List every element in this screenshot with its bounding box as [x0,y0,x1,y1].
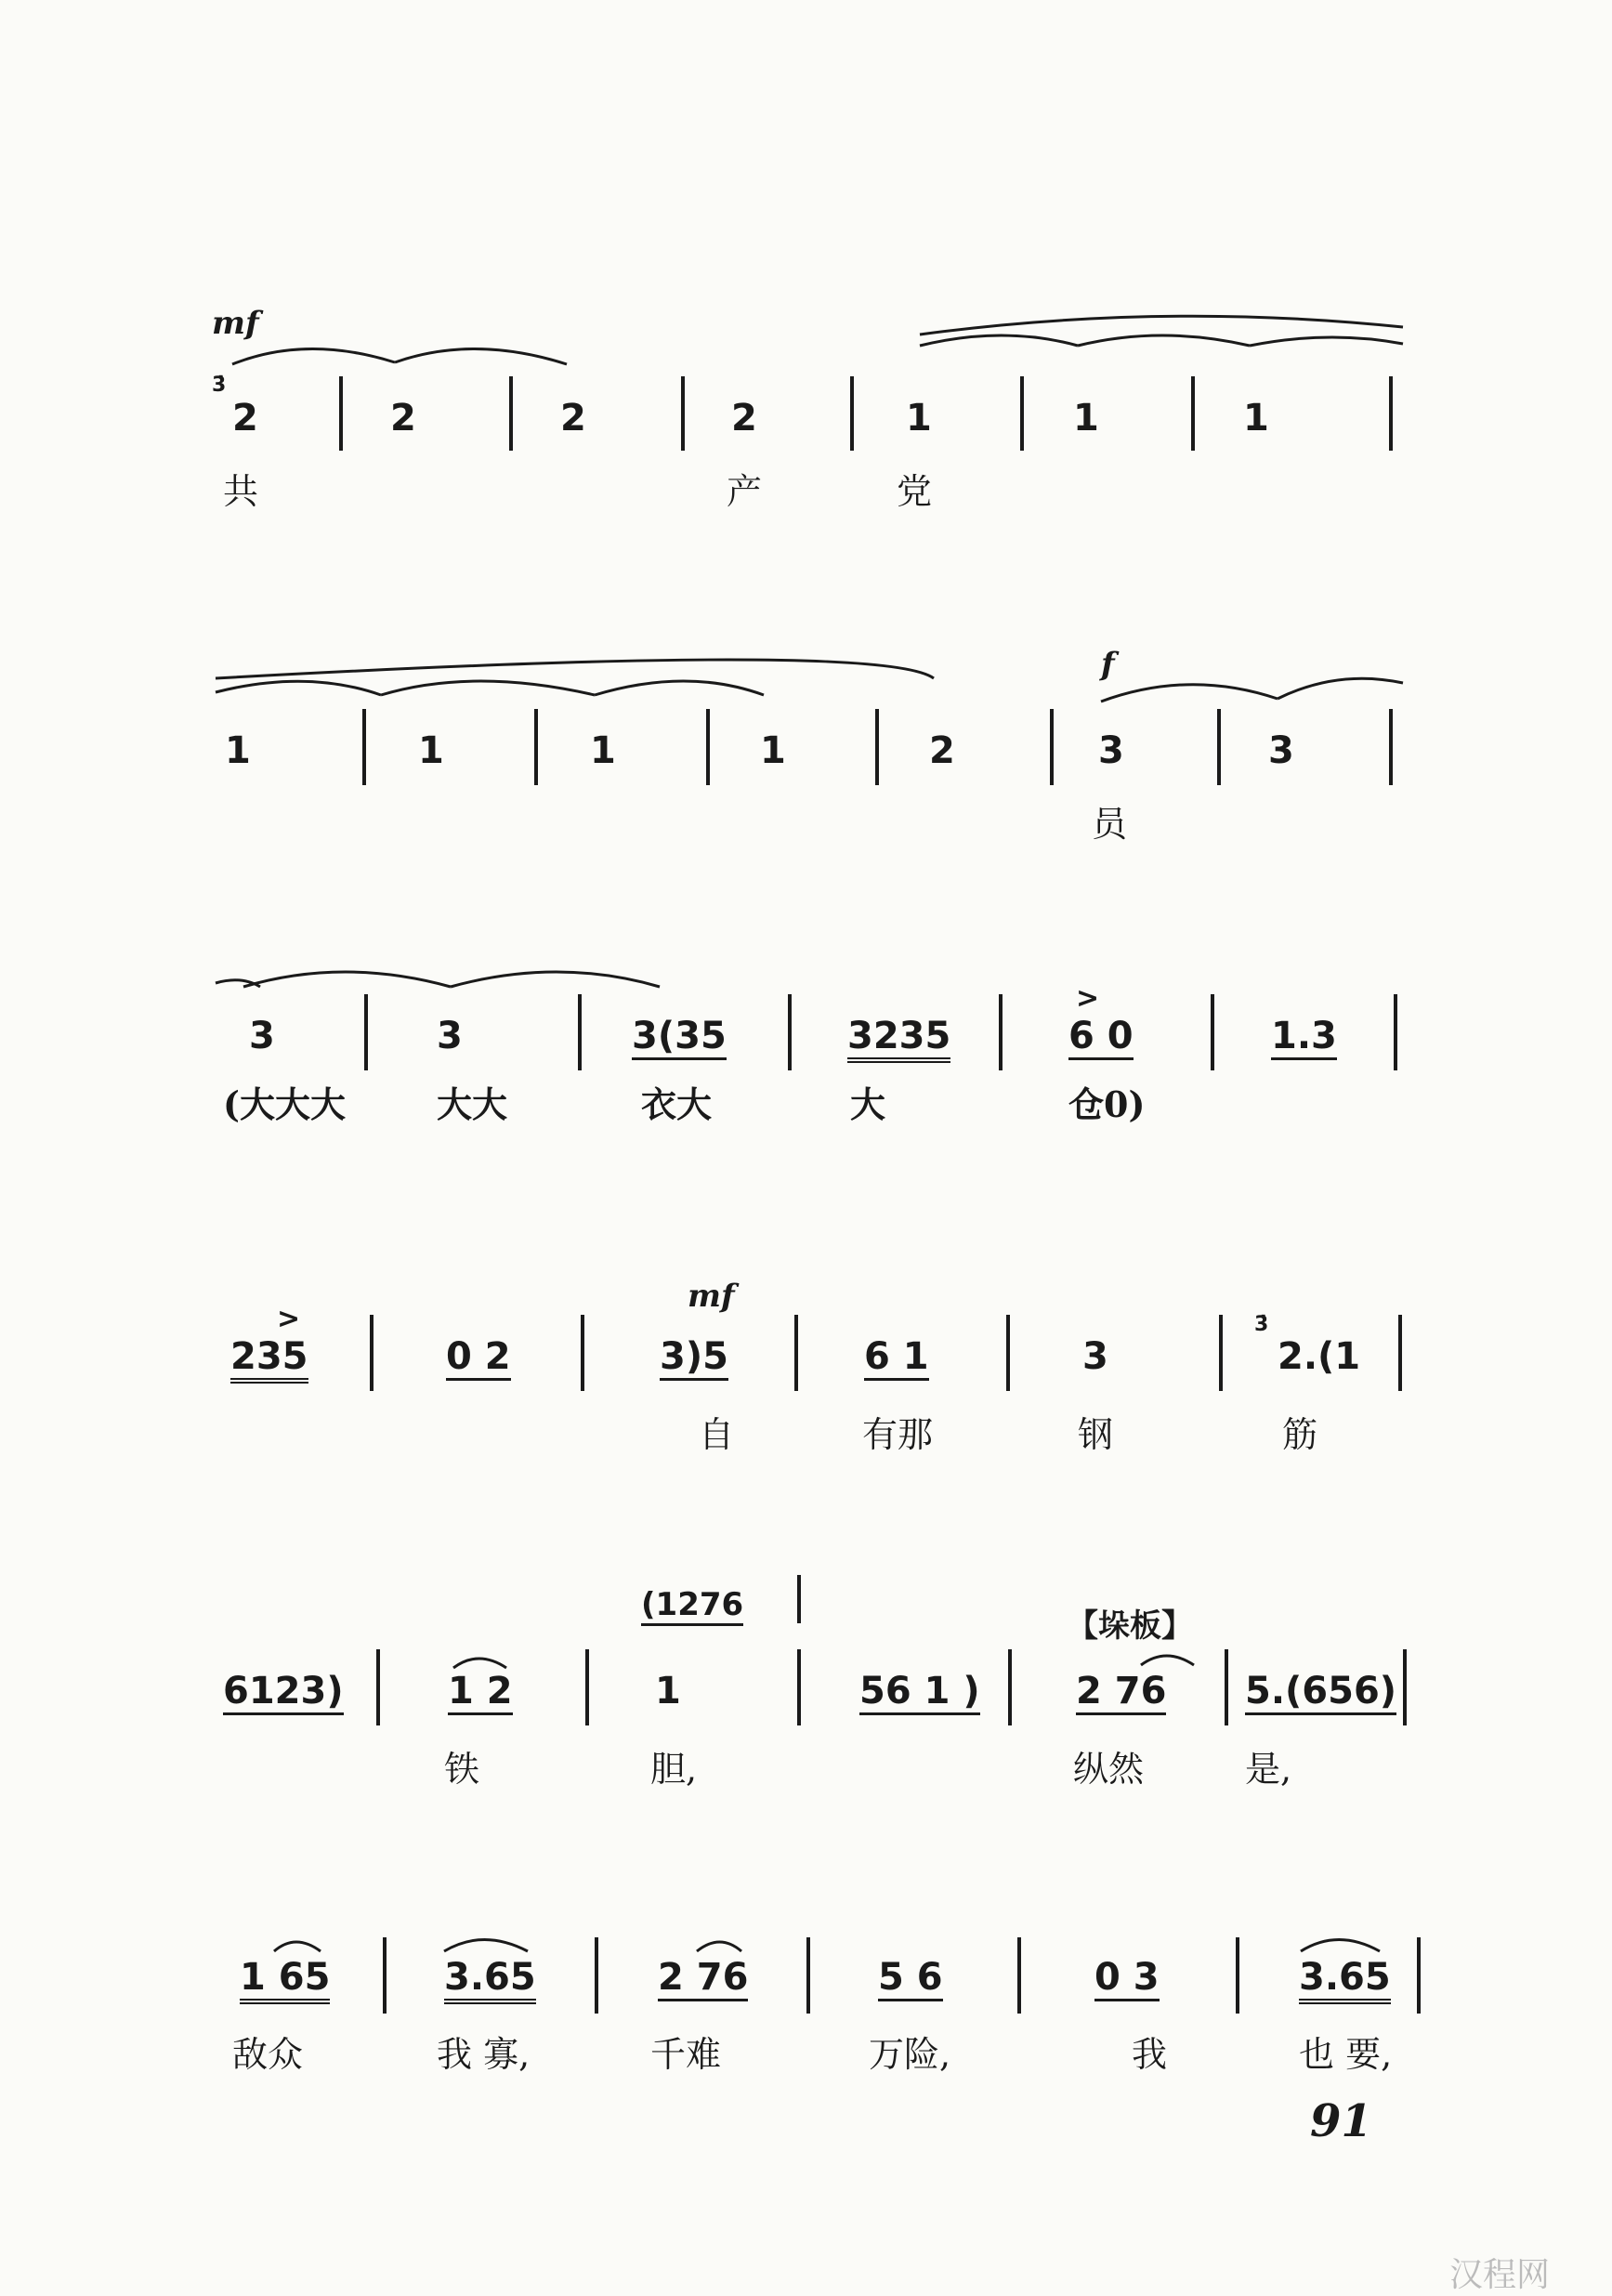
lyric: 万险, [869,2034,951,2075]
percussion: (大大大 [223,1083,346,1125]
accent: > [277,1303,301,1335]
note: 1 [655,1670,681,1712]
note: 1 65 [240,1959,330,2004]
percussion: 大 [850,1083,886,1125]
note: 1 [760,729,786,772]
lyric: 有那 [862,1414,934,1455]
note: 1 [418,729,444,772]
note: 0 2 [446,1338,511,1381]
lyric: 员 [1092,804,1128,845]
grace-note: 3̇ [212,374,227,397]
note: 1 [1243,397,1269,440]
lyric: 共 [223,471,259,512]
dynamic-mf: mf [688,1278,735,1315]
lyric: 我 寡, [437,2034,531,2075]
note: 3(35 [632,1017,727,1060]
note: 3.65 [444,1959,536,2004]
note: 1.3 [1271,1017,1337,1060]
note: 3 [1098,729,1124,772]
note: 3)5 [660,1338,728,1381]
percussion: 大大 [437,1083,508,1125]
banban-label: 【垛板】 [1067,1607,1193,1645]
note: 2 [731,397,757,440]
lyric: 自 [699,1414,735,1455]
dynamic-f: f [1101,646,1115,683]
note: 3.65 [1299,1959,1391,2004]
lyric: 纵然 [1073,1749,1145,1790]
note: (1276 [641,1589,743,1626]
note: 1 [590,729,616,772]
note: 5.(656) [1245,1673,1396,1715]
note: 1 [906,397,932,440]
accent: > [1076,982,1100,1015]
note: 1 [225,729,251,772]
note: 2 [232,397,258,440]
note: 2 76 [1076,1673,1166,1715]
note: 0 3 [1094,1959,1160,2001]
note: 56 1 ) [859,1673,980,1715]
lyric: 党 [897,471,933,512]
note: 6 1 [864,1338,929,1381]
lyric: 产 [727,471,763,512]
percussion: 仓0) [1068,1083,1146,1125]
barline [595,1937,598,2014]
note: 3 [1082,1335,1108,1378]
note: 1 [1073,397,1099,440]
dynamic-mf: mf [212,305,259,342]
percussion: 衣大 [641,1083,713,1125]
barline [806,1937,810,2014]
note: 3 [437,1015,463,1057]
note: 2.(1 [1278,1335,1361,1378]
note: 3 [249,1015,275,1057]
lyric: 敌众 [232,2034,304,2075]
barline [1417,1937,1421,2014]
lyric: 也 要, [1299,2034,1393,2075]
page-number: 91 [1310,2095,1372,2147]
note: 235 [230,1338,308,1384]
note: 2 76 [658,1959,748,2001]
note: 2 [929,729,955,772]
note: 3235 [847,1017,950,1063]
note: 6123) [223,1673,344,1715]
note: 5 6 [878,1959,943,2001]
watermark: 汉程网 [1449,2256,1551,2294]
lyric: 胆, [650,1749,698,1790]
lyric: 我 [1132,2034,1168,2075]
note: 6 0 [1068,1017,1134,1060]
note: 1 2 [448,1673,513,1715]
lyric: 筋 [1282,1414,1318,1455]
grace-note: 3̇ [1254,1313,1269,1336]
note: 3 [1268,729,1294,772]
note: 2 [390,397,416,440]
barline [1017,1937,1021,2014]
lyric: 铁 [444,1749,480,1790]
lyric: 千难 [650,2034,722,2075]
lyric: 钢 [1078,1414,1114,1455]
barline [1236,1937,1239,2014]
barline [383,1937,387,2014]
note: 2 [560,397,586,440]
lyric: 是, [1245,1749,1292,1790]
